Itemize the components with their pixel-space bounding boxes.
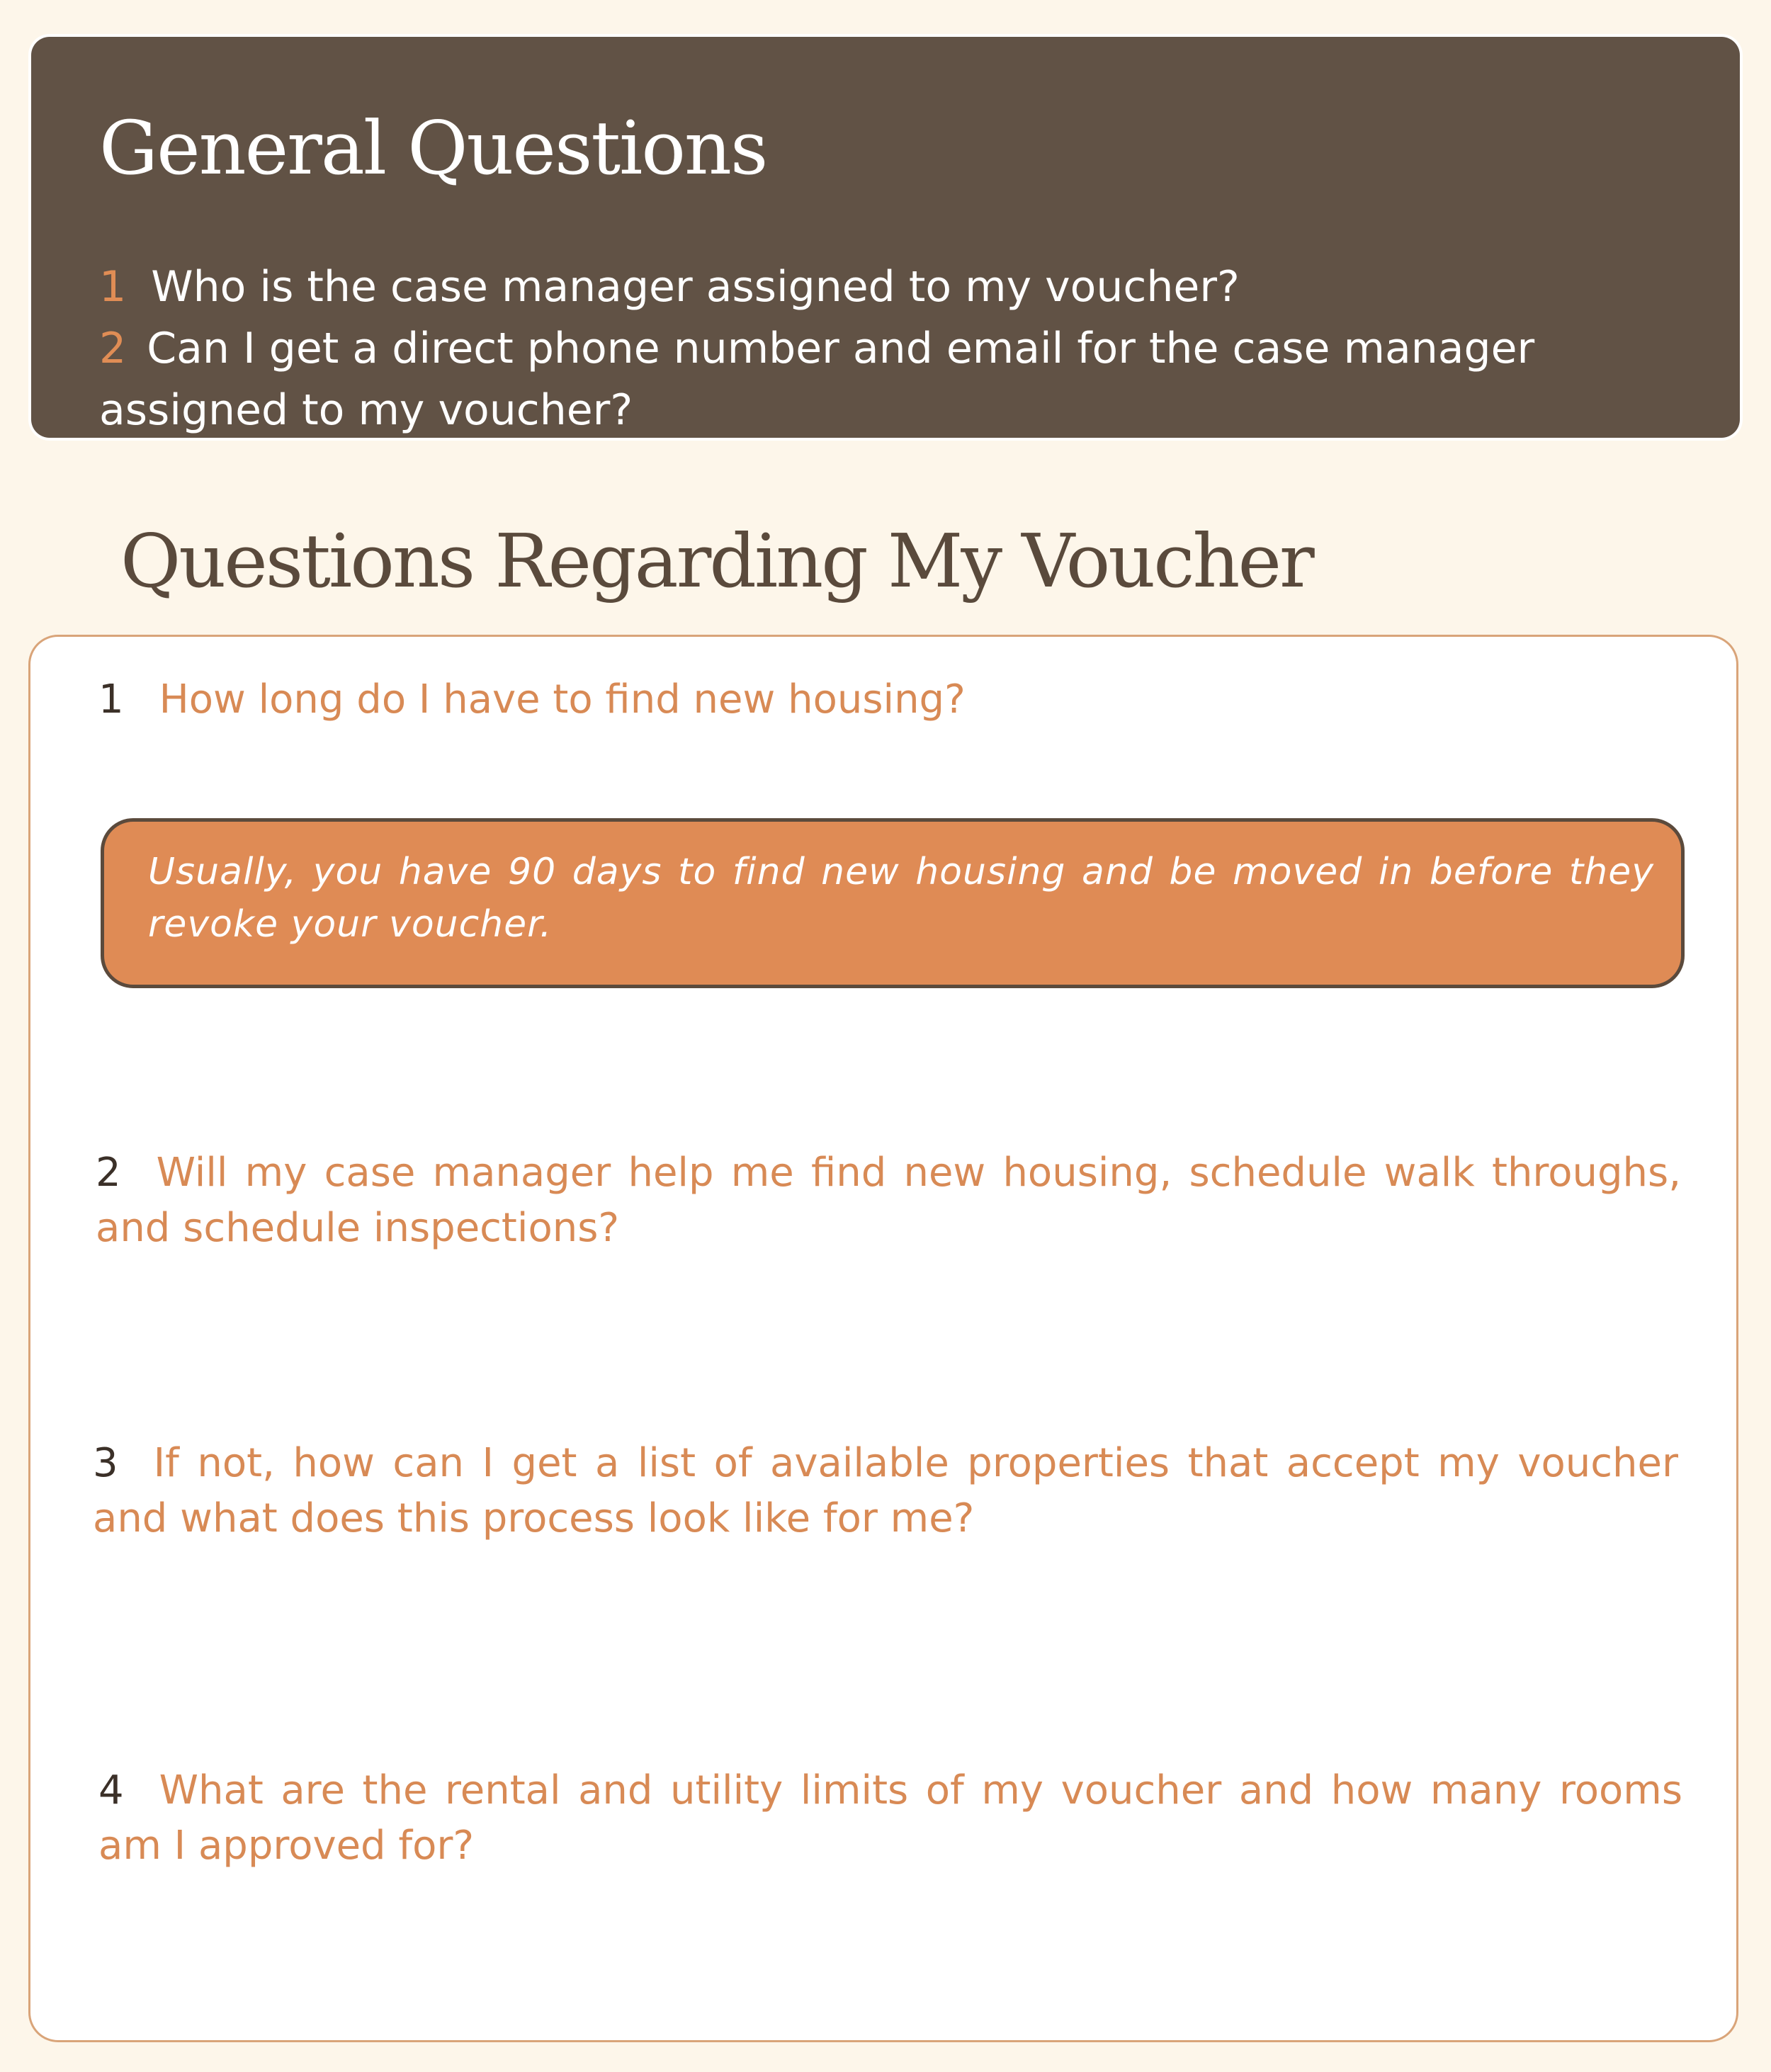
general-question-number: 1 xyxy=(99,262,127,312)
voucher-questions-panel xyxy=(28,635,1738,2042)
general-question-item xyxy=(99,256,1697,318)
voucher-question-item xyxy=(98,1763,1682,1874)
general-question-number: 2 xyxy=(99,324,127,373)
voucher-question-text: What are the rental and utility limits of my voucher and how many rooms am I approved for? xyxy=(98,1767,1682,1869)
voucher-section-title: Questions Regarding My Voucher xyxy=(120,518,1313,604)
voucher-question-number: 2 xyxy=(96,1150,121,1196)
general-question-text: Can I get a direct phone number and email for the case manager assigned to my voucher? xyxy=(99,324,1535,435)
voucher-question-number: 3 xyxy=(93,1440,118,1486)
general-question-text: Who is the case manager assigned to my voucher? xyxy=(151,262,1240,312)
voucher-question-text: Will my case manager help me find new housing, schedule walk throughs, and schedule inspections? xyxy=(96,1150,1681,1251)
answer-text: Usually, you have 90 days to find new housing and be moved in before they revoke your voucher. xyxy=(148,851,1654,946)
general-questions-box xyxy=(31,37,1740,438)
voucher-question-item xyxy=(96,1145,1681,1256)
voucher-question-text: How long do I have to find new housing? xyxy=(159,676,966,723)
voucher-question-item xyxy=(98,672,1680,728)
answer-callout xyxy=(101,818,1685,988)
voucher-question-number: 4 xyxy=(98,1767,124,1813)
general-questions-list xyxy=(99,256,1697,441)
voucher-question-item xyxy=(93,1436,1678,1546)
voucher-question-number: 1 xyxy=(98,676,124,723)
voucher-question-text: If not, how can I get a list of available properties that accept my voucher and what does this process look like for me? xyxy=(93,1440,1678,1541)
general-question-item xyxy=(99,318,1697,441)
general-questions-title: General Questions xyxy=(99,105,767,191)
